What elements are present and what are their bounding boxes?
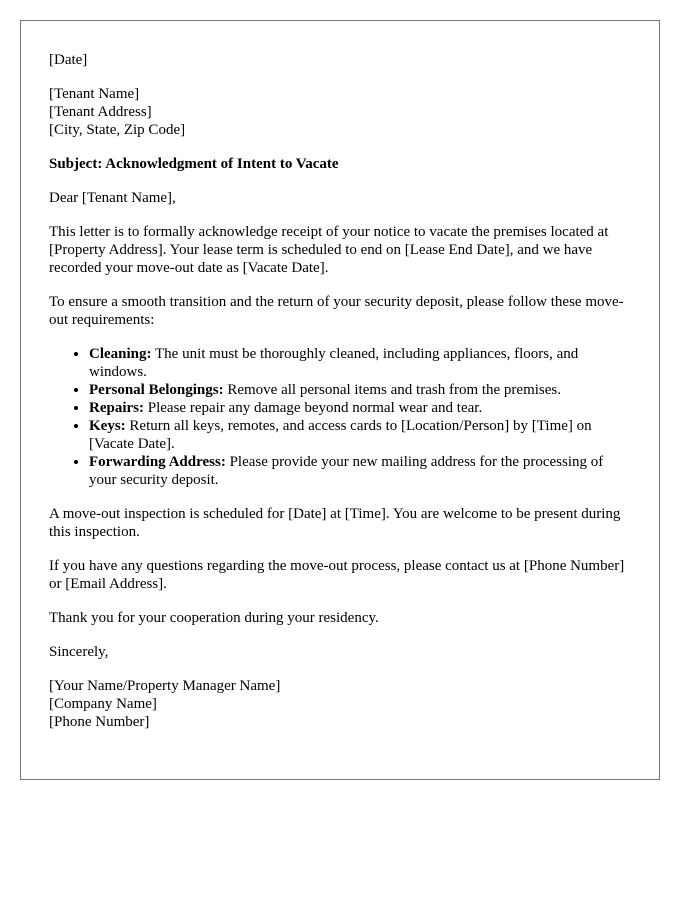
thanks-paragraph: Thank you for your cooperation during your residency. (49, 610, 379, 626)
requirement-text: Return all keys, remotes, and access cards to [Location/Person] by [Time] on [Vacate Date]. (89, 418, 592, 452)
requirement-text: Please repair any damage beyond normal wear and tear. (144, 400, 483, 416)
requirement-title: Forwarding Address: (89, 454, 226, 470)
signature-name: [Your Name/Property Manager Name] (49, 678, 281, 694)
signature-block (49, 677, 631, 731)
requirement-title: Cleaning: (89, 346, 152, 362)
requirement-item (89, 417, 631, 453)
letter-subject: Subject: Acknowledgment of Intent to Vacate (49, 156, 339, 172)
requirement-title: Repairs: (89, 400, 144, 416)
inspection-paragraph: A move-out inspection is scheduled for [Date] at [Time]. You are welcome to be present during this inspection. (49, 506, 621, 540)
tenant-address-block (49, 85, 631, 139)
tenant-name: [Tenant Name] (49, 86, 140, 102)
requirement-title: Keys: (89, 418, 126, 434)
requirement-item (89, 453, 631, 489)
questions-paragraph: If you have any questions regarding the move-out process, please contact us at [Phone Number] or [Email Address]. (49, 558, 625, 592)
requirement-item (89, 381, 631, 399)
requirements-intro-paragraph: To ensure a smooth transition and the return of your security deposit, please follow these move-out requirements: (49, 294, 624, 328)
signature-phone: [Phone Number] (49, 714, 150, 730)
intro-paragraph: This letter is to formally acknowledge receipt of your notice to vacate the premises located at [Property Address]. Your lease term is scheduled to end on [Lease End Date], and we have recorded your move-out date as [Vacate Date]. (49, 224, 609, 276)
signature-company: [Company Name] (49, 696, 157, 712)
tenant-address: [Tenant Address] (49, 104, 152, 120)
salutation: Dear [Tenant Name], (49, 190, 176, 206)
requirement-item (89, 345, 631, 381)
requirements-list (49, 345, 631, 489)
requirement-text: The unit must be thoroughly cleaned, including appliances, floors, and windows. (89, 346, 579, 380)
requirement-title: Personal Belongings: (89, 382, 224, 398)
letter-date-block (49, 51, 631, 69)
requirement-item (89, 399, 631, 417)
letter-page (20, 20, 660, 780)
requirement-text: Please provide your new mailing address for the processing of your security deposit. (89, 454, 604, 488)
tenant-city-state-zip: [City, State, Zip Code] (49, 122, 186, 138)
requirement-text: Remove all personal items and trash from the premises. (223, 382, 562, 398)
letter-date: [Date] (49, 52, 88, 68)
closing: Sincerely, (49, 644, 109, 660)
